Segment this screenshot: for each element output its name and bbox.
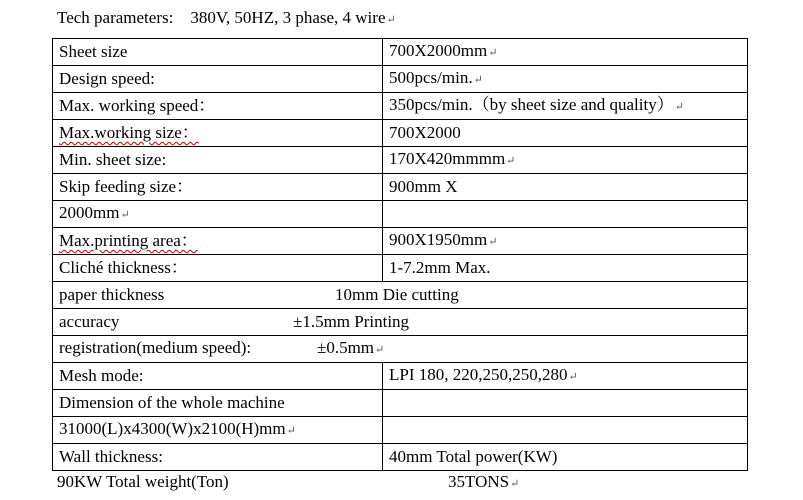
- table-row: [53, 363, 748, 390]
- row-label: accuracy: [59, 312, 120, 331]
- row-value: 10mm Die cutting: [335, 285, 459, 304]
- footer-right: 35TONS: [448, 472, 510, 491]
- table-row: [53, 228, 748, 255]
- paragraph-mark-icon: ↵: [375, 344, 385, 356]
- row-label: Sheet size: [53, 39, 383, 66]
- row-label: [53, 201, 383, 228]
- row-value-text: 700X2000mm: [389, 41, 488, 60]
- row-value-text: 350pcs/min.（by sheet size and quality）: [389, 95, 674, 114]
- table-row: [53, 417, 748, 444]
- row-value: ±0.5mm: [317, 338, 375, 357]
- table-row: [53, 282, 748, 309]
- row-label: Wall thickness:: [53, 444, 383, 471]
- paragraph-mark-icon: ↵: [506, 155, 516, 167]
- row-label: Skip feeding size：: [53, 174, 383, 201]
- row-label: Mesh mode:: [53, 363, 383, 390]
- row-value: [383, 390, 748, 417]
- row-value: [383, 66, 748, 93]
- row-label-text: 31000(L)x4300(W)x2100(H)mm: [59, 419, 286, 438]
- row-value: 40mm Total power(KW): [383, 444, 748, 471]
- row-value: 900mm X: [383, 174, 748, 201]
- row-label: [53, 228, 383, 255]
- paragraph-mark-icon: ↵: [120, 209, 130, 221]
- paragraph-mark-icon: ↵: [510, 478, 520, 490]
- row-label-text: Max.working size：: [59, 123, 199, 142]
- row-value: 700X2000: [383, 120, 748, 147]
- paragraph-mark-icon: ↵: [386, 14, 396, 26]
- row-label: [53, 417, 383, 444]
- row-value: 1-7.2mm Max.: [383, 255, 748, 282]
- row-label: Dimension of the whole machine: [53, 390, 383, 417]
- table-row: [53, 39, 748, 66]
- row-value: ±1.5mm Printing: [293, 312, 410, 331]
- table-row: [53, 309, 748, 336]
- table-row: [53, 390, 748, 417]
- row-value: [383, 417, 748, 444]
- row-label: Cliché thickness：: [53, 255, 383, 282]
- row-value: [383, 93, 748, 120]
- row-label: registration(medium speed):: [59, 338, 252, 357]
- paragraph-mark-icon: ↵: [286, 425, 296, 437]
- paragraph-mark-icon: ↵: [473, 74, 483, 86]
- row-label-text: 2000mm: [59, 203, 120, 222]
- row-value: [383, 39, 748, 66]
- table-row: [53, 444, 748, 471]
- heading: [57, 8, 396, 28]
- table-row: [53, 336, 748, 363]
- row-label: Design speed:: [53, 66, 383, 93]
- table-row: [53, 201, 748, 228]
- table-row: [53, 147, 748, 174]
- heading-text: Tech parameters: 380V, 50HZ, 3 phase, 4 wire: [57, 8, 386, 27]
- row-value: [383, 201, 748, 228]
- row-merged: [53, 336, 748, 363]
- paragraph-mark-icon: ↵: [674, 101, 684, 113]
- row-value-text: 500pcs/min.: [389, 68, 473, 87]
- table-row: [53, 66, 748, 93]
- row-merged: [53, 282, 748, 309]
- row-merged: [53, 309, 748, 336]
- spec-table: [52, 38, 748, 471]
- row-label: paper thickness: [59, 285, 165, 304]
- row-label: [53, 120, 383, 147]
- paragraph-mark-icon: ↵: [568, 371, 578, 383]
- row-value-text: 900X1950mm: [389, 230, 488, 249]
- row-value: [383, 147, 748, 174]
- table-row: [53, 93, 748, 120]
- paragraph-mark-icon: ↵: [488, 47, 498, 59]
- row-label-text: Max.printing area：: [59, 231, 198, 250]
- paragraph-mark-icon: ↵: [488, 236, 498, 248]
- table-row: [53, 120, 748, 147]
- row-label: Min. sheet size:: [53, 147, 383, 174]
- table-row: [53, 255, 748, 282]
- row-value-text: LPI 180, 220,250,250,280: [389, 365, 568, 384]
- row-value: [383, 363, 748, 390]
- row-value: [383, 228, 748, 255]
- footer-left: 90KW Total weight(Ton): [57, 472, 229, 491]
- row-label: Max. working speed：: [53, 93, 383, 120]
- footer-line: [57, 472, 519, 492]
- row-value-text: 170X420mmmm: [389, 149, 506, 168]
- table-row: [53, 174, 748, 201]
